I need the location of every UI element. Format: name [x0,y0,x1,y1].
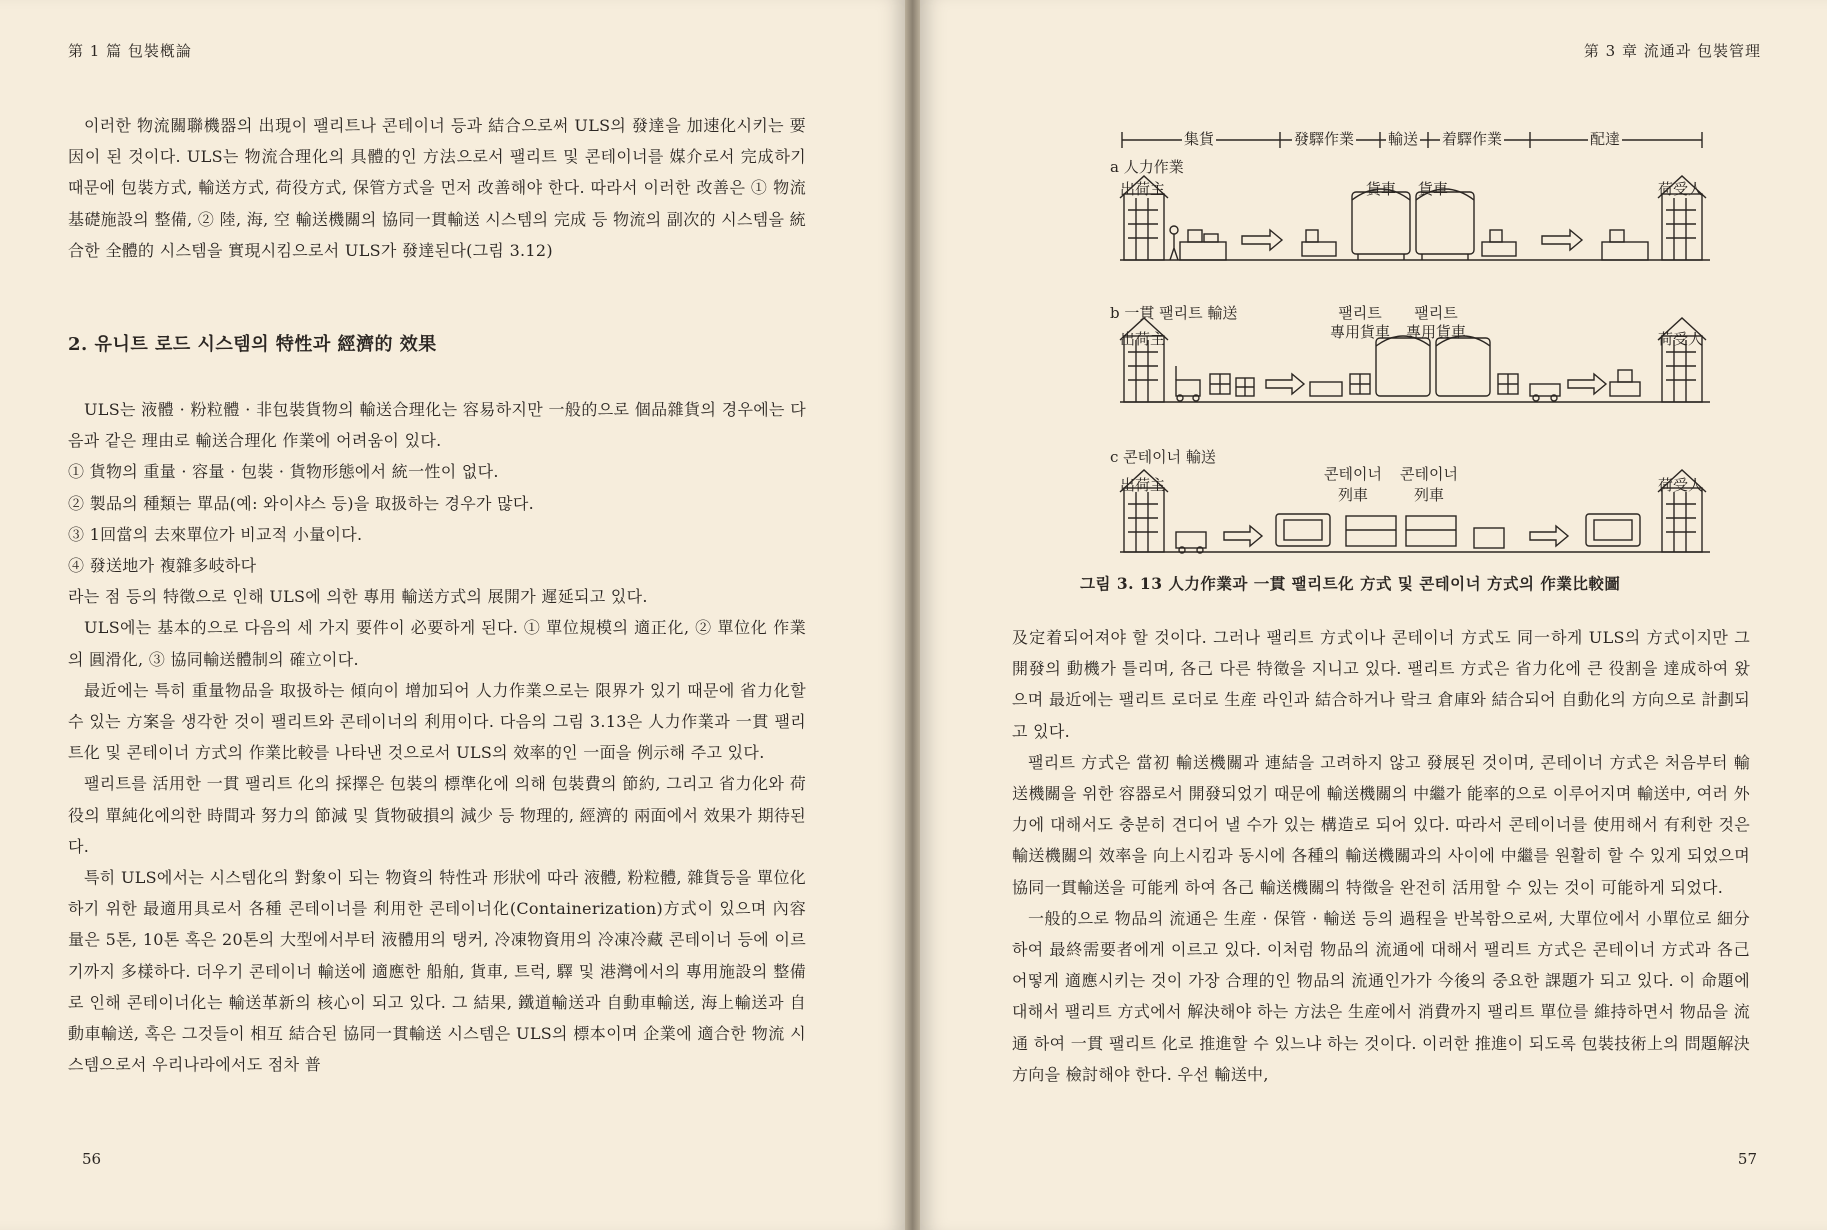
vehicle-label: 콘테이너 列車 [1324,465,1382,504]
figure-caption: 그림 3. 13 人力作業과 一貫 팰리트化 方式 및 콘테이너 方式의 作業比較圖 [1080,574,1621,593]
section-heading: 2. 유니트 로드 시스템의 特性과 經濟的 效果 [68,334,437,355]
paragraph: 팰리트 方式은 當初 輸送機關과 連結을 고려하지 않고 發展된 것이며, 콘테이너 方式은 처음부터 輸送機關을 위한 容器로서 開發되었기 때문에 輸送機關의 中繼가 能率的으로 이루어지며 輸送中, 여러 外力에 대해서도 충분히 견디어 낼 수가 있는 構造로 되어 있다. 따라서 콘테이너를 使用해서 有利한 것은 輸送機關의 效率을 向上시킴과 동시에 各種의 輸送機關과의 사이에 中繼를 원활히 할 수 있게 되었으며 協同一貫輸送을 可能케 하여 各己 輸送機關의 特徵을 완전히 活用할 수 있는 것이 可能하게 되었다. [1012,752,1750,897]
shipper-label: 出荷主 [1120,330,1166,348]
stage-label: 輸送 [1388,130,1419,148]
paragraph: 이러한 物流關聯機器의 出現이 팰리트나 콘테이너 등과 結合으로써 ULS의 發達을 加速化시키는 要因이 된 것이다. ULS는 物流合理化의 具體的인 方法으로서 팰리트 및 콘테이너를 媒介로서 完成하기 때문에 包裝方式, 輸送方式, 荷役方式, 保管方式을 먼저 改善해야 한다. 따라서 이러한 改善은 ① 物流基礎施設의 整備, ② 陸, 海, 空 輸送機關의 協同一貫輸送 시스템의 完成 등 物流의 副次的 시스템을 統合한 全體的 시스템을 實現시킴으로서 ULS가 發達된다(그림 3.12) [68,116,806,260]
vehicle-label: 貨車 [1418,180,1449,198]
paragraph: 특히 ULS에서는 시스템化의 對象이 되는 物資의 特性과 形狀에 따라 液體, 粉粒體, 雜貨등을 單位化하기 위한 最適用具로서 各種 콘테이너를 利用한 콘테이너化(Containerization)方式이 있으며 內容量은 5톤, 10톤 혹은 20톤의 大型에서부터 液體用의 탱커, 冷凍物資用의 冷凍冷藏 콘테이너 등에 이르기까지 多樣하다. 더우기 콘테이너 輸送에 適應한 船舶, 貨車, 트럭, 驛 및 港灣에서의 專用施設의 整備로 인해 콘테이너化는 輸送革新의 核心이 되고 있다. 그 結果, 鐵道輸送과 自動車輸送, 海上輸送과 自動車輸送, 혹은 그것들이 相互 結合된 協同一貫輸送 시스템은 ULS의 標本이며 企業에 適合한 物流 시스템으로서 우리나라에서도 점차 普 [68,868,806,1075]
left-page [0,0,905,1230]
running-head: 第 1 篇 包裝槪論 [68,42,192,60]
body-text-block [68,394,806,1080]
page-number: 57 [1737,1150,1757,1168]
paragraph: 라는 점 등의 特徵으로 인해 ULS에 의한 專用 輸送方式의 展開가 遲延되고 있다. [68,587,648,607]
vehicle-label: 팰리트 專用貨車 [1406,304,1467,341]
stage-label: 發驛作業 [1294,130,1355,148]
paragraph: ULS에는 基本的으로 다음의 세 가지 要件이 必要하게 된다. ① 單位規模의 適正化, ② 單位化 作業의 圓滑化, ③ 協同輸送體制의 確立이다. [68,618,806,669]
paragraph: 팰리트를 活用한 一貫 팰리트 化의 採擇은 包裝의 標準化에 의해 包裝費의 節約, 그리고 省力化와 荷役의 單純化에의한 時間과 努力의 節減 및 貨物破損의 減少 등 物理的, 經濟的 兩面에서 效果가 期待된다. [68,774,806,856]
consignee-label: 荷受人 [1658,476,1704,494]
list-item: ② 製品의 種類는 單品(예: 와이샤스 등)을 取扱하는 경우가 많다. [68,493,535,513]
body-text-block [68,110,806,266]
row-a-drawing [1120,176,1710,260]
consignee-label: 荷受人 [1658,330,1704,348]
row-title: a 人力作業 [1110,158,1184,176]
body-text-block [1012,622,1750,1090]
stage-label: 着驛作業 [1442,130,1503,148]
shipper-label: 出荷主 [1120,180,1166,198]
paragraph: 一般的으로 物品의 流通은 生産 · 保管 · 輸送 등의 過程을 반복함으로써, 大單位에서 小單位로 細分하여 最終需要者에게 이르고 있다. 이처럼 物品의 流通에 대해서 팰리트 方式은 콘테이너 方式과 各己 어떻게 適應시키는 것이 가장 合理的인 物品의 流通인가가 今後의 중요한 課題가 되고 있다. 이 命題에 대해서 팰리트 方式에서 解決해야 하는 方法은 生産에서 消費까지 팰리트 單位를 維持하면서 物品을 流通 하여 一貫 팰리트 化로 推進할 수 있느냐 하는 것이다. 이러한 推進이 되도록 包裝技術上의 問題解決方向을 檢討해야 한다. 우선 輸送中, [1012,908,1750,1084]
stage-label: 配達 [1590,130,1621,148]
shipper-label: 出荷主 [1120,476,1166,494]
list-item: ④ 發送地가 複雜多岐하다 [68,556,257,576]
row-title: b 一貫 팰리트 輸送 [1110,304,1238,322]
row-title: c 콘테이너 輸送 [1110,448,1216,466]
paragraph: ULS는 液體 · 粉粒體 · 非包裝貨物의 輸送合理化는 容易하지만 一般的으로 個品雜貨의 경우에는 다음과 같은 理由로 輸送合理化 作業에 어려움이 있다. [68,400,806,451]
running-head: 第 3 章 流通과 包裝管理 [1583,42,1761,60]
vehicle-label: 팰리트 專用貨車 [1330,304,1391,341]
vehicle-label: 貨車 [1366,180,1397,198]
paragraph: 及定着되어져야 할 것이다. 그러나 팰리트 方式이나 콘테이너 方式도 同一하게 ULS의 方式이지만 그 開發의 動機가 틀리며, 各己 다른 特徵을 지니고 있다. 팰리트 方式은 省力化에 큰 役割을 達成하여 왔으며 最近에는 팰리트 로더로 生産 라인과 結合하거나 랔크 倉庫와 結合되어 自動化의 方向으로 計劃되고 있다. [1012,628,1750,741]
consignee-label: 荷受人 [1658,180,1704,198]
list-item: ① 貨物의 重量 · 容量 · 包裝 · 貨物形態에서 統一性이 없다. [68,462,499,482]
stage-label: 集貨 [1184,130,1215,148]
list-item: ③ 1回當의 去來單位가 비교적 小量이다. [68,524,363,544]
gutter [905,0,920,1230]
vehicle-label: 콘테이너 列車 [1400,465,1458,504]
paragraph: 最近에는 특히 重量物品을 取扱하는 傾向이 增加되어 人力作業으로는 限界가 있기 때문에 省力化할 수 있는 方案을 생각한 것이 팰리트와 콘테이너의 利用이다. 다음의 그림 3.13은 人力作業과 一貫 팰리트化 및 콘테이너 方式의 作業比較를 나타낸 것으로서 ULS의 效率的인 一面을 例示해 주고 있다. [68,680,806,763]
figure-3-13 [1110,112,1760,602]
page-number: 56 [82,1150,102,1168]
